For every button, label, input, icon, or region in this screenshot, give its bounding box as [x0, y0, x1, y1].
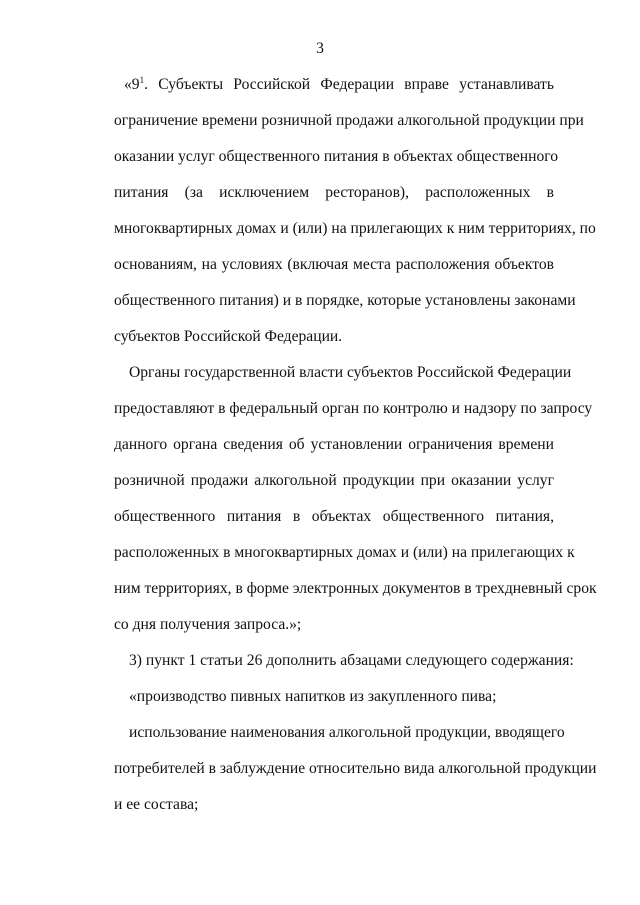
- paragraph-2-line-4: розничной продажи алкогольной продукции при оказании услуг: [114, 472, 554, 489]
- paragraph-1-line-2: ограничение времени розничной продажи алкогольной продукции при: [114, 112, 584, 129]
- paragraph-2-line-8: со дня получения запроса.»;: [114, 616, 302, 633]
- paragraph-1-line-5: многоквартирных домах и (или) на прилегающих к ним территориях, по: [114, 220, 596, 237]
- paragraph-5-line-1: использование наименования алкогольной продукции, вводящего: [129, 724, 565, 741]
- paragraph-1-first-rest: . Субъекты Российской Федерации вправе устанавливать: [144, 76, 554, 93]
- paragraph-2-line-2: предоставляют в федеральный орган по контролю и надзору по запросу: [114, 400, 593, 417]
- paragraph-1-line-6: основаниям, на условиях (включая места расположения объектов: [114, 256, 554, 273]
- paragraph-1-line-3: оказании услуг общественного питания в объектах общественного: [114, 148, 559, 165]
- paragraph-2-line-1: Органы государственной власти субъектов Российской Федерации: [129, 364, 572, 381]
- paragraph-1-line-7: общественного питания) и в порядке, которые установлены законами: [114, 292, 576, 309]
- paragraph-2-line-6: расположенных в многоквартирных домах и (или) на прилегающих к: [114, 544, 575, 561]
- paragraph-3-line-1: 3) пункт 1 статьи 26 дополнить абзацами следующего содержания:: [129, 652, 574, 669]
- page-number: 3: [316, 40, 324, 57]
- paragraph-4-line-1: «производство пивных напитков из закупленного пива;: [129, 688, 497, 705]
- paragraph-1-opening: «9: [124, 76, 140, 93]
- paragraph-1-line-1: [124, 74, 554, 96]
- paragraph-2-line-3: данного органа сведения об установлении ограничения времени: [114, 436, 554, 453]
- paragraph-1-line-4: питания (за исключением ресторанов), расположенных в: [114, 184, 554, 201]
- paragraph-2-line-5: общественного питания в объектах общественного питания,: [114, 508, 554, 525]
- paragraph-1-line-8: субъектов Российской Федерации.: [114, 328, 343, 345]
- paragraph-2-line-7: ним территориях, в форме электронных документов в трехдневный срок: [114, 580, 597, 597]
- paragraph-5-line-2: потребителей в заблуждение относительно вида алкогольной продукции: [114, 760, 597, 777]
- paragraph-5-line-3: и ее состава;: [114, 796, 199, 813]
- paragraph-1-superscript: 1: [139, 75, 145, 85]
